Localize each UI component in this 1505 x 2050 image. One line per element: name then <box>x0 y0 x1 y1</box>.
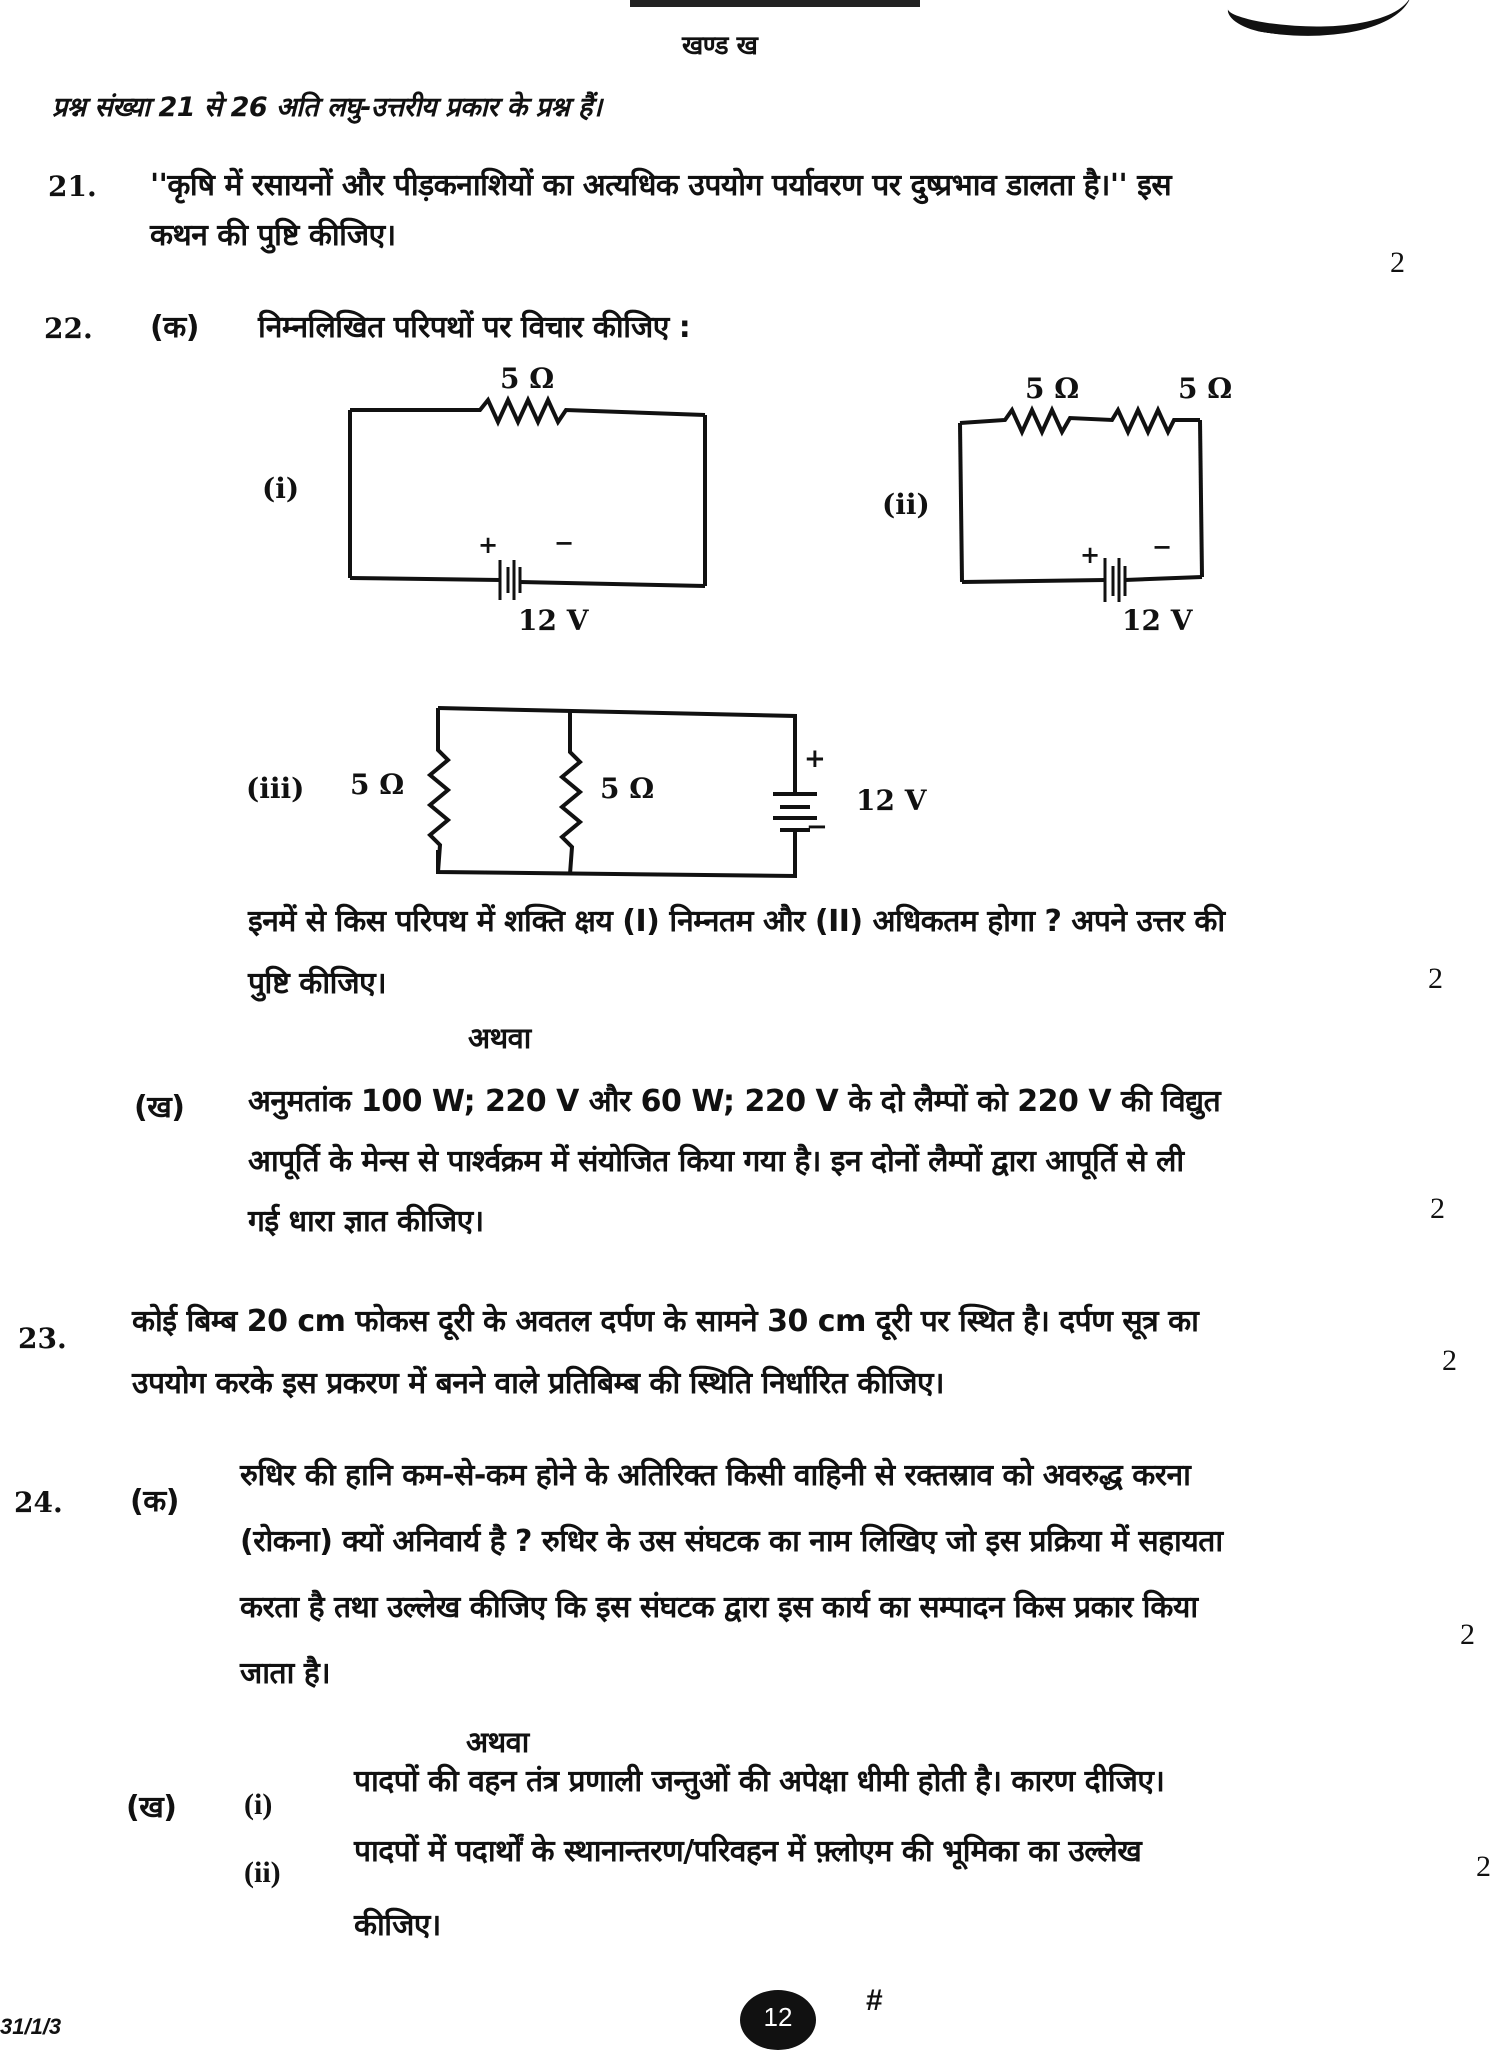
question-22-part-b-label: (ख) <box>134 1090 185 1125</box>
circuit-iii-label: (iii) <box>246 772 305 805</box>
question-23-line-1: कोई बिम्ब 20 cm फोकस दूरी के अवतल दर्पण के सामने 30 cm दूरी पर स्थित है। दर्पण सूत्र का <box>132 1304 1199 1339</box>
circuit-ii-label: (ii) <box>882 488 930 521</box>
question-24-b-sub-i-label: (i) <box>244 1788 273 1821</box>
circuit-ii-resistor-2-label: 5 Ω <box>1178 372 1233 405</box>
circuit-i-battery-label: 12 V <box>518 604 589 637</box>
question-number-24: 24. <box>14 1486 63 1519</box>
question-21-marks: 2 <box>1390 246 1405 279</box>
circuit-i-resistor-label: 5 Ω <box>500 362 555 395</box>
circuit-iii-resistor-1-label: 5 Ω <box>350 768 405 801</box>
corner-swoosh-decoration <box>1225 0 1414 52</box>
question-22-b-line-2: आपूर्ति के मेन्स से पार्श्वक्रम में संयोजित किया गया है। इन दोनों लैम्पों द्वारा आपूर्ति से ली <box>248 1144 1184 1179</box>
question-24-b-sub-ii-label: (ii) <box>244 1856 281 1889</box>
circuit-i-label: (i) <box>262 472 300 505</box>
circuit-iii-battery-label: 12 V <box>856 784 927 817</box>
circuit-i-minus: − <box>554 528 575 557</box>
question-number-22: 22. <box>44 312 93 345</box>
circuit-iii-minus: − <box>806 812 828 842</box>
question-22-b-marks: 2 <box>1430 1192 1445 1225</box>
question-22-b-line-3: गई धारा ज्ञात कीजिए। <box>248 1204 484 1239</box>
section-title: खण्ड ख <box>682 31 758 61</box>
circuit-iii-plus: + <box>804 744 826 774</box>
question-24-b-sub-i-line-1: पादपों की वहन तंत्र प्रणाली जन्तुओं की अपेक्षा धीमी होती है। कारण दीजिए। <box>354 1764 1165 1799</box>
question-23-marks: 2 <box>1442 1344 1457 1377</box>
question-24-or-label: अथवा <box>466 1725 529 1759</box>
question-number-23: 23. <box>18 1322 67 1355</box>
question-24-part-a-label: (क) <box>130 1484 179 1519</box>
header-decoration-bar <box>630 0 920 7</box>
question-21-line-1: ''कृषि में रसायनों और पीड़कनाशियों का अत्यधिक उपयोग पर्यावरण पर दुष्प्रभाव डालता है।'' इस <box>150 168 1172 203</box>
question-24-b-sub-ii-line-1: पादपों में पदार्थों के स्थानान्तरण/परिवहन में फ़्लोएम की भूमिका का उल्लेख <box>354 1834 1142 1869</box>
question-22-intro: निम्नलिखित परिपथों पर विचार कीजिए : <box>258 310 691 345</box>
question-22-a-line-1: इनमें से किस परिपथ में शक्ति क्षय (I) निम्नतम और (II) अधिकतम होगा ? अपने उत्तर की <box>248 904 1225 939</box>
circuit-iii-resistor-2-label: 5 Ω <box>600 772 655 805</box>
question-24-a-line-4: जाता है। <box>240 1656 331 1691</box>
question-number-21: 21. <box>48 170 97 203</box>
footer-code: 31/1/3 <box>0 2014 62 2039</box>
question-24-a-line-2: (रोकना) क्यों अनिवार्य है ? रुधिर के उस संघटक का नाम लिखिए जो इस प्रक्रिया में सहायता <box>240 1524 1223 1559</box>
circuit-diagram-ii <box>950 370 1330 640</box>
circuit-ii-battery-label: 12 V <box>1122 604 1193 637</box>
question-22-part-a-label: (क) <box>150 310 199 345</box>
question-21-line-2: कथन की पुष्टि कीजिए। <box>150 218 396 253</box>
question-22-a-marks: 2 <box>1428 962 1443 995</box>
question-24-a-marks: 2 <box>1460 1618 1475 1651</box>
question-22-b-line-1: अनुमतांक 100 W; 220 V और 60 W; 220 V के दो लैम्पों को 220 V की विद्युत <box>248 1084 1221 1119</box>
footer-hash: # <box>866 1984 883 2017</box>
page-number-badge: 12 <box>740 1990 816 2050</box>
question-24-part-b-label: (ख) <box>126 1790 177 1825</box>
question-22-or-label: अथवा <box>468 1021 531 1055</box>
section-instruction: प्रश्न संख्या 21 से 26 अति लघु-उत्तरीय प्रकार के प्रश्न हैं। <box>52 92 602 123</box>
question-24-b-sub-ii-line-2: कीजिए। <box>354 1908 441 1943</box>
question-23-line-2: उपयोग करके इस प्रकरण में बनने वाले प्रतिबिम्ब की स्थिति निर्धारित कीजिए। <box>132 1366 945 1401</box>
question-22-a-line-2: पुष्टि कीजिए। <box>248 966 387 1001</box>
question-24-b-marks: 2 <box>1476 1850 1491 1883</box>
question-24-a-line-1: रुधिर की हानि कम-से-कम होने के अतिरिक्त किसी वाहिनी से रक्तस्राव को अवरुद्ध करना <box>240 1458 1191 1493</box>
circuit-ii-minus: − <box>1152 532 1173 561</box>
circuit-ii-resistor-1-label: 5 Ω <box>1025 372 1080 405</box>
circuit-i-plus: + <box>478 530 499 559</box>
question-24-a-line-3: करता है तथा उल्लेख कीजिए कि इस संघटक द्वारा इस कार्य का सम्पादन किस प्रकार किया <box>240 1590 1198 1625</box>
circuit-ii-plus: + <box>1080 540 1101 569</box>
